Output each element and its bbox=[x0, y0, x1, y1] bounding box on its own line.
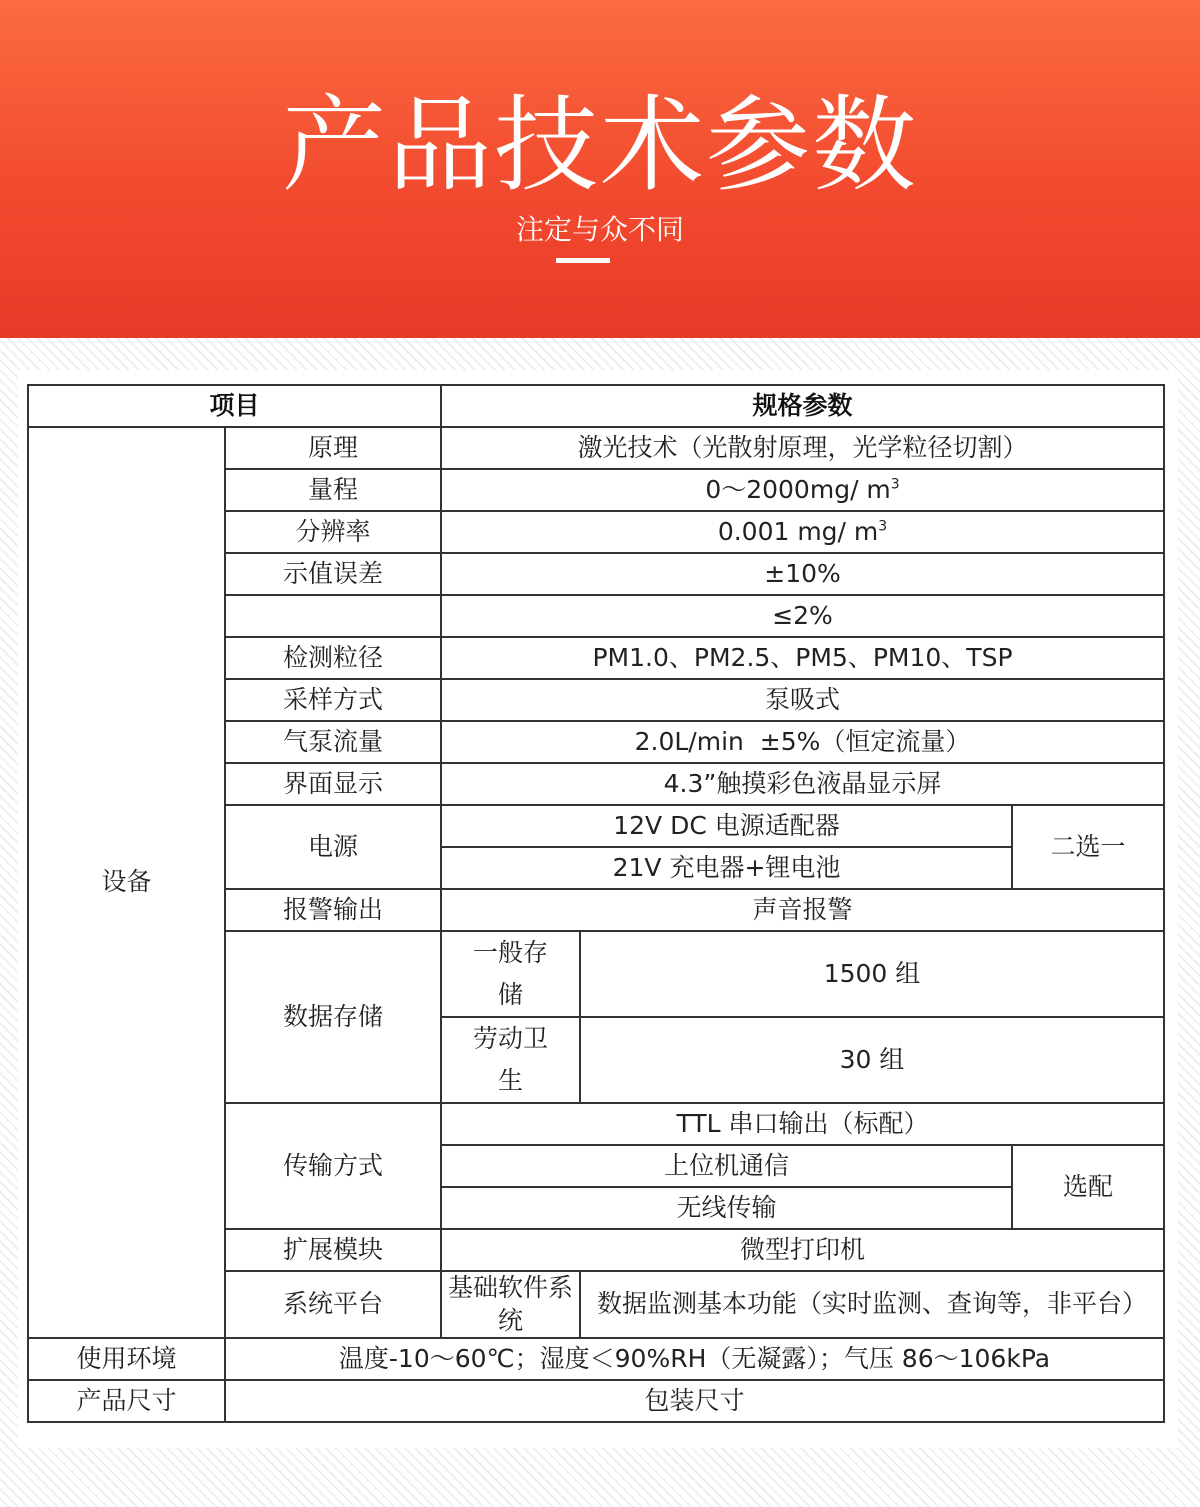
error-value-2: ≤2% bbox=[441, 595, 1164, 637]
range-label: 量程 bbox=[225, 469, 441, 511]
environment-category: 使用环境 bbox=[28, 1338, 225, 1380]
error-value: ±10% bbox=[441, 553, 1164, 595]
size-value: 包装尺寸 bbox=[225, 1380, 1164, 1422]
transfer-host: 上位机通信 bbox=[441, 1145, 1012, 1187]
particle-value: PM1.0、PM2.5、PM5、PM10、TSP bbox=[441, 637, 1164, 679]
flow-value: 2.0L/min ±5%（恒定流量） bbox=[441, 721, 1164, 763]
transfer-label: 传输方式 bbox=[225, 1103, 441, 1229]
transfer-standard: TTL 串口输出（标配） bbox=[441, 1103, 1164, 1145]
particle-label: 检测粒径 bbox=[225, 637, 441, 679]
storage-label: 数据存储 bbox=[225, 931, 441, 1103]
page-title: 产品技术参数 bbox=[281, 84, 918, 206]
size-category: 产品尺寸 bbox=[28, 1380, 225, 1422]
platform-value: 数据监测基本功能（实时监测、查询等，非平台） bbox=[580, 1271, 1164, 1338]
header-item: 项目 bbox=[28, 385, 441, 427]
power-option-1: 12V DC 电源适配器 bbox=[441, 805, 1012, 847]
flow-label: 气泵流量 bbox=[225, 721, 441, 763]
platform-category: 系统平台 bbox=[225, 1271, 441, 1338]
storage-general-value: 1500 组 bbox=[580, 931, 1164, 1017]
error-label-empty bbox=[225, 595, 441, 637]
range-value: 0～2000mg/ $m^3$ bbox=[441, 469, 1164, 511]
table-row bbox=[28, 1338, 1164, 1380]
header-banner bbox=[0, 0, 1200, 338]
power-note: 二选一 bbox=[1012, 805, 1164, 889]
alarm-value: 声音报警 bbox=[441, 889, 1164, 931]
environment-value: 温度-10～60℃；湿度＜90%RH（无凝露）；气压 86～106kPa bbox=[225, 1338, 1164, 1380]
resolution-value: 0.001 mg/ $m^3$ bbox=[441, 511, 1164, 553]
page-subtitle: 注定与众不同 bbox=[515, 213, 684, 246]
header-spec: 规格参数 bbox=[441, 385, 1164, 427]
principle-value: 激光技术（光散射原理，光学粒径切割） bbox=[441, 427, 1164, 469]
storage-labor-label: 劳动卫生 bbox=[441, 1017, 580, 1103]
storage-labor-value: 30 组 bbox=[580, 1017, 1164, 1103]
sampling-value: 泵吸式 bbox=[441, 679, 1164, 721]
resolution-label: 分辨率 bbox=[225, 511, 441, 553]
transfer-wireless: 无线传输 bbox=[441, 1187, 1012, 1229]
transfer-note: 选配 bbox=[1012, 1145, 1164, 1229]
expansion-value: 微型打印机 bbox=[441, 1229, 1164, 1271]
power-label: 电源 bbox=[225, 805, 441, 889]
table-row bbox=[28, 1380, 1164, 1422]
error-label: 示值误差 bbox=[225, 553, 441, 595]
title-divider bbox=[556, 258, 610, 263]
principle-label: 原理 bbox=[225, 427, 441, 469]
power-option-2: 21V 充电器+锂电池 bbox=[441, 847, 1012, 889]
table-row bbox=[28, 427, 1164, 469]
platform-label: 基础软件系统 bbox=[441, 1271, 580, 1338]
spec-table bbox=[27, 384, 1165, 1423]
sampling-label: 采样方式 bbox=[225, 679, 441, 721]
storage-general-label: 一般存储 bbox=[441, 931, 580, 1017]
device-category: 设备 bbox=[28, 427, 225, 1338]
expansion-label: 扩展模块 bbox=[225, 1229, 441, 1271]
display-label: 界面显示 bbox=[225, 763, 441, 805]
display-value: 4.3”触摸彩色液晶显示屏 bbox=[441, 763, 1164, 805]
header-row bbox=[28, 385, 1164, 427]
alarm-label: 报警输出 bbox=[225, 889, 441, 931]
